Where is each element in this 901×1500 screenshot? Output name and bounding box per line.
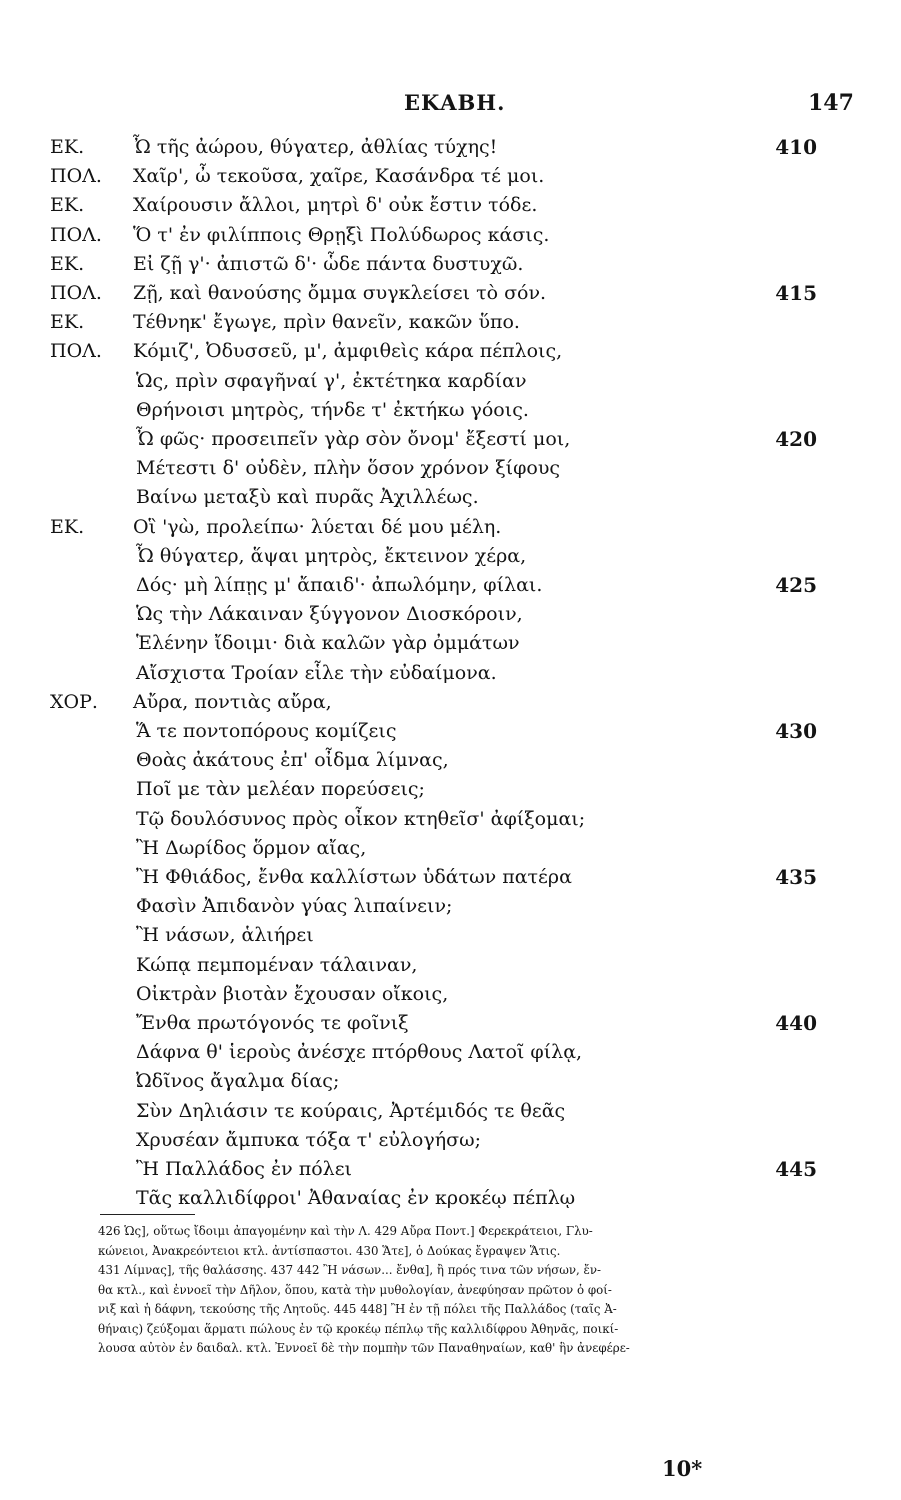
line-number: 445 bbox=[775, 1157, 817, 1181]
verse-line bbox=[0, 453, 901, 483]
speaker-label: ΕΚ. bbox=[50, 516, 85, 538]
page-header bbox=[0, 90, 901, 122]
line-number: 415 bbox=[775, 281, 817, 305]
verse-text: Χαῖρ', ὦ τεκοῦσα, χαῖρε, Κασάνδρα τέ μοι. bbox=[133, 165, 545, 187]
speaker-label: ΠΟΛ. bbox=[50, 224, 102, 246]
verse-line bbox=[0, 1154, 901, 1184]
verse-text: Ὦ φῶς· προσειπεῖν γὰρ σὸν ὄνομ' ἔξεστί μοι, bbox=[136, 428, 571, 450]
verse-line bbox=[0, 249, 901, 279]
verse-text: Ἑλένην ἴδοιμι· διὰ καλῶν γὰρ ὀμμάτων bbox=[136, 632, 520, 654]
speaker-label: ΕΚ. bbox=[50, 194, 85, 216]
verse-text: Αὔρα, ποντιὰς αὔρα, bbox=[133, 691, 332, 713]
verse-line bbox=[0, 716, 901, 746]
verse-line bbox=[0, 220, 901, 250]
verse-text: Μέτεστι δ' οὐδὲν, πλὴν ὅσον χρόνον ξίφους bbox=[136, 457, 561, 479]
verse-text: Κώπᾳ πεμπομέναν τάλαιναν, bbox=[136, 954, 418, 976]
verse-text: Ἢ νάσων, ἁλιήρει bbox=[136, 924, 314, 946]
verse-line bbox=[0, 366, 901, 396]
speaker-label: ΠΟΛ. bbox=[50, 340, 102, 362]
verse-text: Εἰ ζῇ γ'· ἀπιστῶ δ'· ὧδε πάντα δυστυχῶ. bbox=[133, 253, 524, 275]
verse-line bbox=[0, 1066, 901, 1096]
verse-line bbox=[0, 979, 901, 1009]
verse-text: Χαίρουσιν ἄλλοι, μητρὶ δ' οὐκ ἔστιν τόδε. bbox=[133, 194, 538, 216]
verse-line bbox=[0, 774, 901, 804]
verse-line bbox=[0, 628, 901, 658]
footnote-line: θήναις) ζεύξομαι ἅρματι πώλους ἐν τῷ κροκέῳ πέπλῳ τῆς καλλιδίφρου Ἀθηνᾶς, ποικί- bbox=[98, 1321, 619, 1336]
footnote-line: λουσα αὐτὸν ἐν δαιδαλ. κτλ. Ἐννοεῖ δὲ τὴν πομπὴν τῶν Παναθηναίων, καθ' ἣν ἀνεφέρε- bbox=[98, 1341, 630, 1355]
verse-text: Φασὶν Ἀπιδανὸν γύας λιπαίνειν; bbox=[136, 895, 453, 917]
verse-line bbox=[0, 132, 901, 162]
verse-line bbox=[0, 482, 901, 512]
verse-line bbox=[0, 278, 901, 308]
verse-text: Ὅ τ' ἐν φιλίπποις Θρῃξὶ Πολύδωρος κάσις. bbox=[133, 224, 550, 246]
verse-text: Ὠδῖνος ἄγαλμα δίας; bbox=[136, 1070, 340, 1092]
speaker-label: ΧΟΡ. bbox=[50, 691, 98, 713]
verse-text: Θοὰς ἀκάτους ἐπ' οἶδμα λίμνας, bbox=[136, 749, 449, 771]
verse-text: Ἢ Φθιάδος, ἔνθα καλλίστων ὑδάτων πατέρα bbox=[136, 866, 572, 888]
verse-line bbox=[0, 658, 901, 688]
verse-text: Σὺν Δηλιάσιν τε κούραις, Ἀρτέμιδός τε θεᾶς bbox=[136, 1100, 566, 1122]
verse-line bbox=[0, 1037, 901, 1067]
verse-line bbox=[0, 804, 901, 834]
footnote-line: νιξ καὶ ἡ δάφνη, τεκούσης τῆς Λητοῦς. 445 448] Ἢ ἐν τῇ πόλει τῆς Παλλάδος (ταῖς Ἀ- bbox=[98, 1302, 617, 1316]
verse-line bbox=[0, 891, 901, 921]
verse-text: Ἢ Παλλάδος ἐν πόλει bbox=[136, 1158, 352, 1180]
verse-text: Ποῖ με τὰν μελέαν πορεύσεις; bbox=[136, 778, 425, 800]
signature-mark: 10* bbox=[662, 1456, 703, 1481]
speaker-label: ΠΟΛ. bbox=[50, 165, 102, 187]
verse-line bbox=[0, 190, 901, 220]
page-number: 147 bbox=[808, 90, 854, 116]
verse-line bbox=[0, 424, 901, 454]
verse-text: Βαίνω μεταξὺ καὶ πυρᾶς Ἀχιλλέως. bbox=[136, 486, 479, 508]
footnote-line: θα κτλ., καὶ ἐννοεῖ τὴν Δῆλον, ὅπου, κατὰ τὴν μυθολογίαν, ἀνεφύησαν πρῶτον ὁ φοί- bbox=[98, 1282, 612, 1297]
speaker-label: ΕΚ. bbox=[50, 311, 85, 333]
verse-line bbox=[0, 570, 901, 600]
verse-line bbox=[0, 950, 901, 980]
verse-text: Τέθνηκ' ἔγωγε, πρὶν θανεῖν, κακῶν ὕπο. bbox=[133, 311, 520, 333]
verse-text: Τῷ δουλόσυνος πρὸς οἶκον κτηθεῖσ' ἀφίξομαι; bbox=[136, 808, 586, 830]
footnote-line: 431 Λίμνας], τῆς θαλάσσης. 437 442 Ἢ νάσων... ἔνθα], ἢ πρός τινα τῶν νήσων, ἔν- bbox=[98, 1263, 602, 1277]
line-number: 435 bbox=[775, 865, 817, 889]
line-number: 420 bbox=[775, 427, 817, 451]
line-number: 425 bbox=[775, 573, 817, 597]
line-number: 440 bbox=[775, 1011, 817, 1035]
line-number: 430 bbox=[775, 719, 817, 743]
verse-text: Θρήνοισι μητρὸς, τήνδε τ' ἐκτήκω γόοις. bbox=[136, 399, 529, 421]
verse-line bbox=[0, 687, 901, 717]
verse-line bbox=[0, 307, 901, 337]
speaker-label: ΕΚ. bbox=[50, 136, 85, 158]
verse-text: Οἳ 'γὼ, προλείπω· λύεται δέ μου μέλη. bbox=[133, 516, 502, 538]
verse-text: Ὡς, πρὶν σφαγῆναί γ', ἐκτέτηκα καρδίαν bbox=[136, 370, 527, 392]
running-title: ΕΚΑΒΗ. bbox=[404, 90, 506, 115]
verse-text: Δός· μὴ λίπῃς μ' ἄπαιδ'· ἀπωλόμην, φίλαι. bbox=[136, 574, 543, 596]
verse-line bbox=[0, 920, 901, 950]
verse-text: Ὡς τὴν Λάκαιναν ξύγγονον Διοσκόροιν, bbox=[136, 603, 523, 625]
verse-text: Τᾶς καλλιδίφροι' Ἀθαναίας ἐν κροκέῳ πέπλῳ bbox=[136, 1187, 576, 1209]
verse-line bbox=[0, 862, 901, 892]
verse-line bbox=[0, 599, 901, 629]
verse-line bbox=[0, 395, 901, 425]
verse-line bbox=[0, 745, 901, 775]
footnote-line: 426 Ὡς], οὕτως ἴδοιμι ἀπαγομένην καὶ τὴν Λ. 429 Αὔρα Ποντ.] Φερεκράτειοι, Γλυ- bbox=[98, 1224, 593, 1238]
verse-text: Ἔνθα πρωτόγονός τε φοῖνιξ bbox=[136, 1012, 409, 1034]
verse-text: Χρυσέαν ἄμπυκα τόξα τ' εὐλογήσω; bbox=[136, 1129, 481, 1151]
verse-line bbox=[0, 541, 901, 571]
verse-text: Δάφνα θ' ἱεροὺς ἀνέσχε πτόρθους Λατοῖ φίλᾳ, bbox=[136, 1041, 583, 1063]
verse-text: Ὦ τῆς ἀώρου, θύγατερ, ἀθλίας τύχης! bbox=[133, 136, 498, 158]
verse-text: Ἅ τε ποντοπόρους κομίζεις bbox=[136, 720, 397, 742]
verse-line bbox=[0, 1096, 901, 1126]
verse-line bbox=[0, 161, 901, 191]
verse-text: Ὦ θύγατερ, ἅψαι μητρὸς, ἔκτεινον χέρα, bbox=[136, 545, 527, 567]
verse-text: Ἢ Δωρίδος ὅρμον αἴας, bbox=[136, 837, 367, 859]
verse-line bbox=[0, 1183, 901, 1213]
footnotes bbox=[98, 1222, 798, 1359]
verse-line bbox=[0, 512, 901, 542]
verse-line bbox=[0, 1008, 901, 1038]
footnote-line: κώνειοι, Ἀνακρεόντειοι κτλ. ἀντίσπαστοι. 430 Ἅτε], ὁ Δούκας ἔγραψεν Ἅτις. bbox=[98, 1243, 561, 1258]
verse-text: Ζῇ, καὶ θανούσης ὄμμα συγκλείσει τὸ σόν. bbox=[133, 282, 547, 304]
verse-text: Οἰκτρὰν βιοτὰν ἔχουσαν οἴκοις, bbox=[136, 983, 449, 1005]
verse-line bbox=[0, 833, 901, 863]
verse-line bbox=[0, 336, 901, 366]
line-number: 410 bbox=[775, 135, 817, 159]
footnote-rule bbox=[100, 1214, 195, 1215]
verse-line bbox=[0, 1125, 901, 1155]
speaker-label: ΠΟΛ. bbox=[50, 282, 102, 304]
verse-text: Αἴσχιστα Τροίαν εἷλε τὴν εὐδαίμονα. bbox=[136, 662, 497, 684]
speaker-label: ΕΚ. bbox=[50, 253, 85, 275]
verse-text: Κόμιζ', Ὀδυσσεῦ, μ', ἀμφιθεὶς κάρα πέπλοις, bbox=[133, 340, 563, 362]
